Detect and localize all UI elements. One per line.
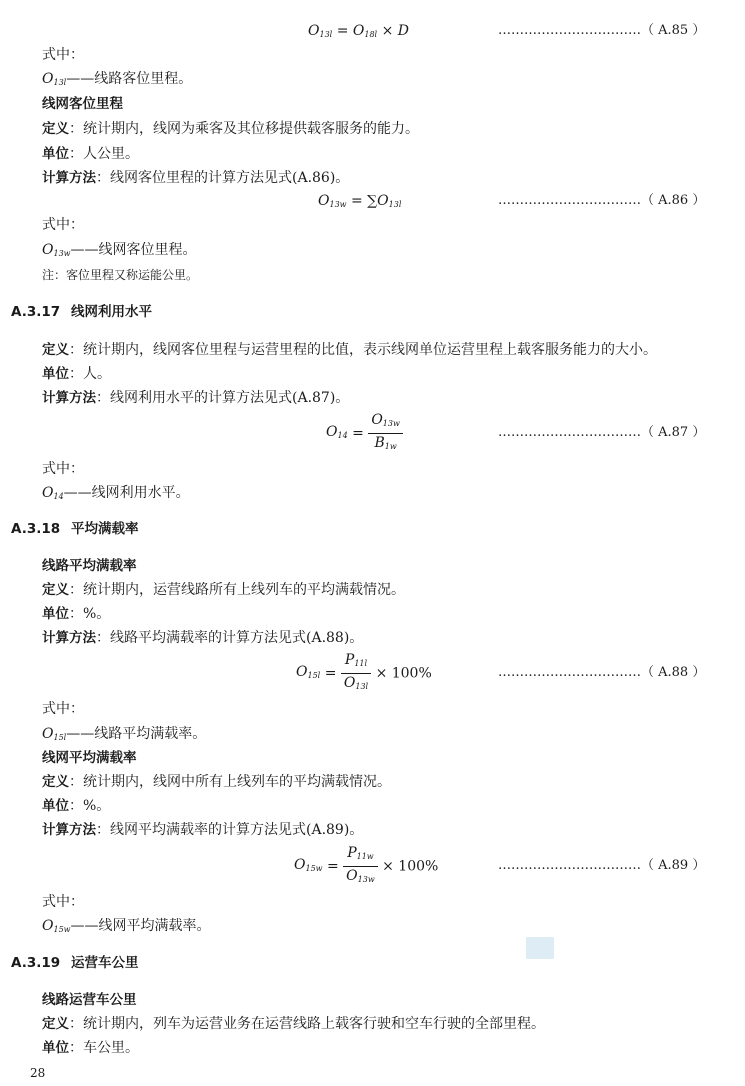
equation-a86: $O_{13w} = \sum O_{13l}$ <box>318 193 402 209</box>
calc-method-paragraph: 计算方法：线网平均满载率的计算方法见式(A.89)。 <box>42 822 364 838</box>
equation-a88: $O_{15l}$ = $\frac{P_{11l}}{O_{13l}}$ × 100% <box>296 652 432 691</box>
unit-paragraph: 单位：人。 <box>42 366 111 382</box>
definition-paragraph: 定义：统计期内，列车为运营业务在运营线路上载客行驶和空车行驶的全部里程。 <box>42 1016 545 1032</box>
equation-number-a87: ……………………………（ A.87 ） <box>498 425 706 440</box>
calc-method-paragraph: 计算方法：线网客位里程的计算方法见式(A.86)。 <box>42 170 350 186</box>
section-heading-a319: A.3.19 运营车公里 <box>11 955 139 971</box>
equation-number-a85: ……………………………（ A.85 ） <box>498 23 706 38</box>
page-number: 28 <box>30 1066 46 1080</box>
equation-a89: $O_{15w}$ = $\frac{P_{11w}}{O_{13w}}$ × 100% <box>294 845 439 884</box>
definition-paragraph: 定义：统计期内，运营线路所有上线列车的平均满载情况。 <box>42 582 405 598</box>
unit-paragraph: 单位：人公里。 <box>42 146 139 162</box>
unit-paragraph: 单位：车公里。 <box>42 1040 139 1056</box>
where-label: 式中： <box>42 217 84 233</box>
where-label: 式中： <box>42 461 84 477</box>
equation-number-a89: ……………………………（ A.89 ） <box>498 858 706 873</box>
definition-paragraph: 定义：统计期内，线网客位里程与运营里程的比值，表示线网单位运营里程上载客服务能力的大小。 <box>42 342 657 358</box>
subheading-net-load-rate: 线网平均满载率 <box>42 750 137 766</box>
watermark-stamp <box>526 937 554 959</box>
calc-method-paragraph: 计算方法：线网利用水平的计算方法见式(A.87)。 <box>42 390 350 406</box>
symbol-definition: $O_{15l}——$线路平均满载率。 <box>42 726 207 742</box>
equation-a87: $O_{14}$ = $\frac{O_{13w}}{B_{1w}}$ <box>326 412 403 455</box>
subheading-net-seat-km: 线网客位里程 <box>42 96 123 112</box>
equation-a85: $O_{13l} = O_{18l} \times D$ <box>308 23 409 39</box>
symbol-definition: $O_{14}——$线网利用水平。 <box>42 485 190 501</box>
symbol-definition: $O_{13w}——$线网客位里程。 <box>42 242 197 258</box>
unit-paragraph: 单位：%。 <box>42 798 111 814</box>
unit-paragraph: 单位：%。 <box>42 606 111 622</box>
note: 注：客位里程又称运能公里。 <box>42 268 199 282</box>
where-label: 式中： <box>42 894 84 910</box>
subheading-line-car-km: 线路运营车公里 <box>42 992 137 1008</box>
definition-paragraph: 定义：统计期内，线网中所有上线列车的平均满载情况。 <box>42 774 391 790</box>
symbol-definition: $O_{13l}——$线路客位里程。 <box>42 71 193 87</box>
equation-number-a86: ……………………………（ A.86 ） <box>498 193 706 208</box>
calc-method-paragraph: 计算方法：线路平均满载率的计算方法见式(A.88)。 <box>42 630 364 646</box>
definition-paragraph: 定义：统计期内，线网为乘客及其位移提供载客服务的能力。 <box>42 121 419 137</box>
symbol-definition: $O_{15w}——$线网平均满载率。 <box>42 918 211 934</box>
where-label: 式中： <box>42 701 84 717</box>
equation-number-a88: ……………………………（ A.88 ） <box>498 665 706 680</box>
section-heading-a317: A.3.17 线网利用水平 <box>11 304 152 320</box>
section-heading-a318: A.3.18 平均满载率 <box>11 521 139 537</box>
where-label: 式中： <box>42 47 84 63</box>
subheading-line-load-rate: 线路平均满载率 <box>42 558 137 574</box>
